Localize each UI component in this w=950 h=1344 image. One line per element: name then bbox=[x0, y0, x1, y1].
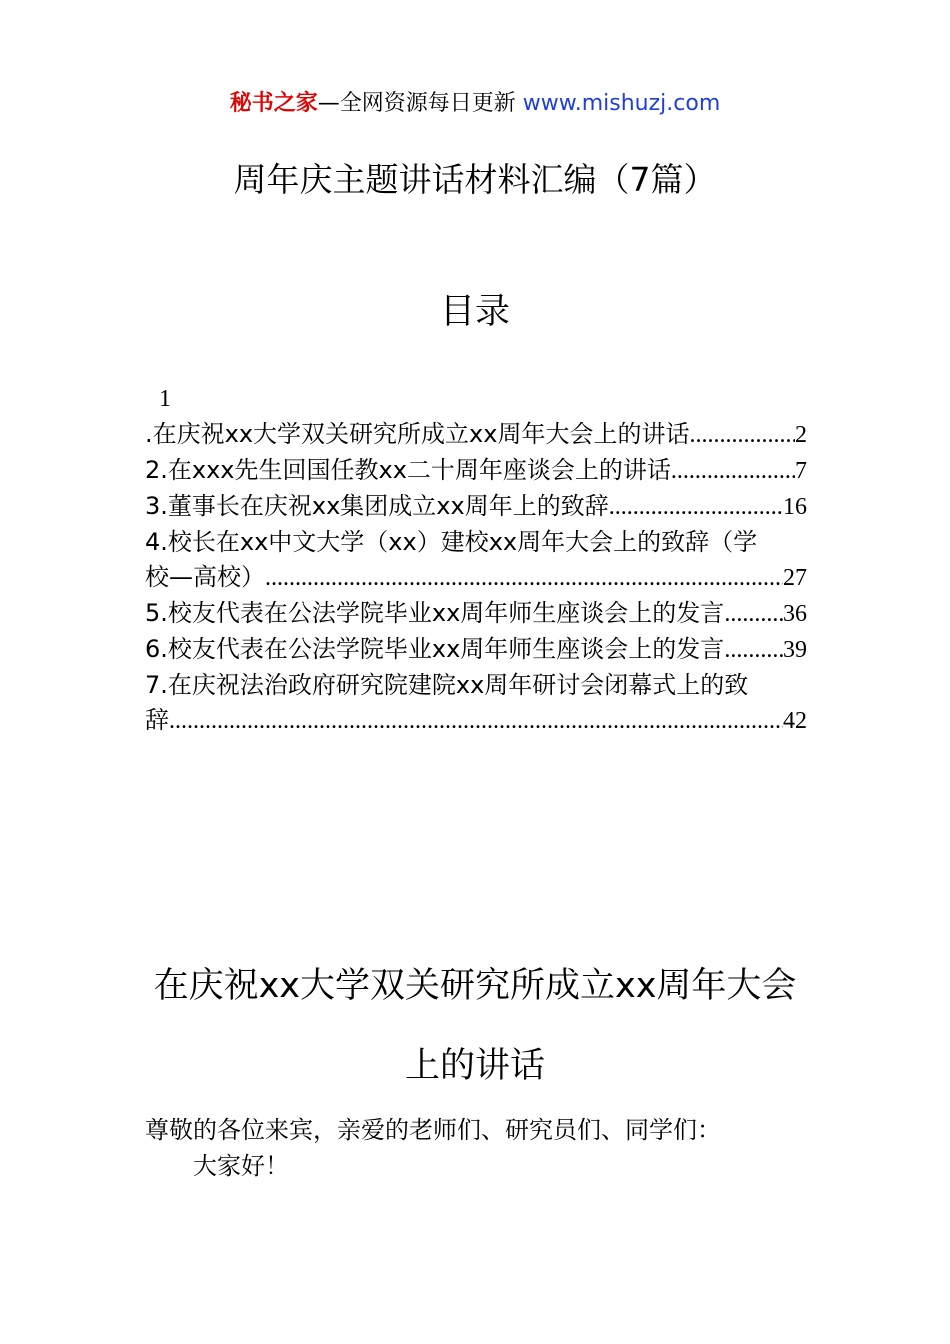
toc-entry-text: 2.在xxx先生回国任教xx二十周年座谈会上的讲话 bbox=[145, 456, 671, 484]
section-title-line1: 在庆祝xx大学双关研究所成立xx周年大会 bbox=[153, 966, 797, 1006]
toc-first-number: 1 bbox=[159, 386, 171, 412]
table-of-contents bbox=[145, 382, 807, 739]
toc-entry-page: 39 bbox=[783, 637, 807, 663]
toc-entry-page: 16 bbox=[783, 494, 807, 520]
toc-leader-dots bbox=[689, 418, 795, 453]
toc-entry-text-line2: 校—高校） bbox=[145, 563, 265, 591]
toc-entry-2[interactable] bbox=[145, 453, 807, 489]
site-header bbox=[0, 88, 950, 120]
toc-entry-1[interactable] bbox=[145, 417, 807, 453]
brand-name: 秘书之家 bbox=[229, 91, 318, 116]
site-url-link[interactable]: www.mishuzj.com bbox=[522, 91, 721, 116]
toc-entry-5[interactable] bbox=[145, 596, 807, 632]
toc-entry-6[interactable] bbox=[145, 632, 807, 668]
toc-entry-page: 2 bbox=[795, 422, 807, 448]
toc-entry-text-line1: 7.在庆祝法治政府研究院建院xx周年研讨会闭幕式上的致 bbox=[145, 671, 749, 699]
toc-entry-text-line2: 辞 bbox=[145, 706, 169, 734]
toc-leader-dots bbox=[724, 597, 783, 632]
toc-entry-7[interactable] bbox=[145, 668, 807, 739]
toc-entry-text: 6.校友代表在公法学院毕业xx周年师生座谈会上的发言 bbox=[145, 635, 725, 663]
toc-leader-dots bbox=[265, 561, 783, 596]
toc-entry-text: .在庆祝xx大学双关研究所成立xx周年大会上的讲话 bbox=[145, 420, 690, 448]
toc-heading: 目录 bbox=[439, 292, 510, 332]
toc-leader-dots bbox=[169, 704, 783, 739]
toc-entry-page: 7 bbox=[795, 458, 807, 484]
document-title: 周年庆主题讲话材料汇编（7篇） bbox=[233, 160, 717, 199]
toc-entry-text-line1: 4.校长在xx中文大学（xx）建校xx周年大会上的致辞（学 bbox=[145, 528, 758, 556]
toc-entry-4[interactable] bbox=[145, 525, 807, 596]
section-title bbox=[0, 946, 950, 1106]
toc-entry-page: 42 bbox=[783, 708, 807, 734]
section-title-line2: 上的讲话 bbox=[404, 1046, 545, 1086]
toc-entry-page: 36 bbox=[783, 601, 807, 627]
toc-entry-text: 5.校友代表在公法学院毕业xx周年师生座谈会上的发言 bbox=[145, 599, 725, 627]
toc-leader-dots bbox=[609, 490, 783, 525]
salutation-text: 尊敬的各位来宾，亲爱的老师们、研究员们、同学们： bbox=[145, 1116, 721, 1144]
toc-entry-text: 3.董事长在庆祝xx集团成立xx周年上的致辞 bbox=[145, 492, 609, 520]
toc-entry-page: 27 bbox=[783, 565, 807, 591]
greeting-text: 大家好！ bbox=[193, 1152, 289, 1180]
toc-leader-dots bbox=[724, 633, 783, 668]
toc-entry-3[interactable] bbox=[145, 489, 807, 525]
header-tagline: —全网资源每日更新 bbox=[317, 91, 523, 116]
toc-leader-dots bbox=[671, 454, 795, 489]
